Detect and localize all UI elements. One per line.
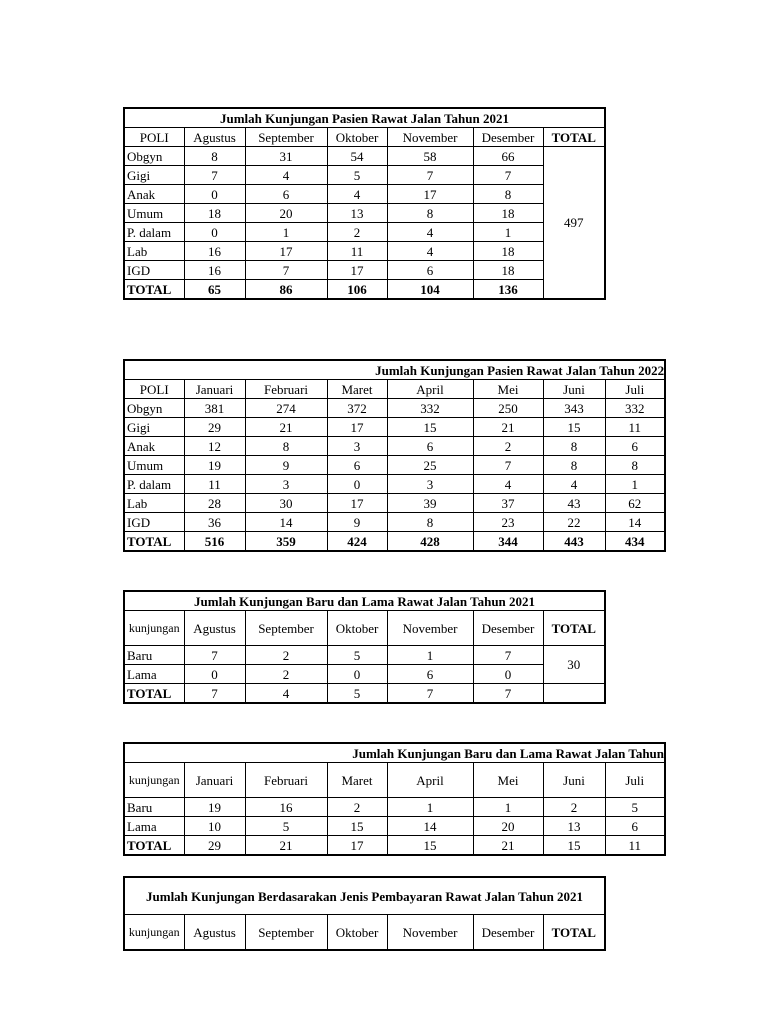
table-cell: 21 bbox=[473, 418, 543, 437]
table-cell: 7 bbox=[245, 261, 327, 280]
table-cell: 7 bbox=[473, 456, 543, 475]
table-cell: 344 bbox=[473, 532, 543, 552]
total-row bbox=[124, 532, 665, 552]
table-cell: 54 bbox=[327, 147, 387, 166]
table-title: Jumlah Kunjungan Pasien Rawat Jalan Tahun 2022 bbox=[124, 360, 665, 380]
table-kunjungan-pasien-2022 bbox=[123, 359, 666, 552]
row-label: Lama bbox=[124, 817, 184, 836]
table-cell: 5 bbox=[605, 798, 665, 817]
table-cell: 4 bbox=[543, 475, 605, 494]
table-cell: 7 bbox=[473, 646, 543, 665]
row-label: IGD bbox=[124, 261, 184, 280]
column-header: November bbox=[387, 128, 473, 147]
table-cell: 0 bbox=[473, 665, 543, 684]
column-header: Oktober bbox=[327, 611, 387, 646]
table-cell: 1 bbox=[605, 475, 665, 494]
column-header: April bbox=[387, 763, 473, 798]
table-cell: 4 bbox=[473, 475, 543, 494]
table-cell: 17 bbox=[327, 836, 387, 856]
table-cell: 21 bbox=[245, 418, 327, 437]
column-header: Mei bbox=[473, 763, 543, 798]
table-cell: 8 bbox=[245, 437, 327, 456]
table-cell: 6 bbox=[387, 437, 473, 456]
column-header: POLI bbox=[124, 380, 184, 399]
table-row bbox=[124, 798, 665, 817]
column-header: November bbox=[387, 611, 473, 646]
table-cell: 14 bbox=[387, 817, 473, 836]
table-cell: 0 bbox=[184, 665, 245, 684]
column-header: Agustus bbox=[184, 128, 245, 147]
table-cell: 7 bbox=[473, 166, 543, 185]
table-cell: 8 bbox=[543, 437, 605, 456]
column-header: Juli bbox=[605, 763, 665, 798]
column-header: POLI bbox=[124, 128, 184, 147]
table-title: Jumlah Kunjungan Berdasarakan Jenis Pembayaran Rawat Jalan Tahun 2021 bbox=[124, 877, 605, 915]
table-cell: 11 bbox=[184, 475, 245, 494]
column-header: Februari bbox=[245, 763, 327, 798]
row-label: IGD bbox=[124, 513, 184, 532]
table-cell: 332 bbox=[605, 399, 665, 418]
table-row bbox=[124, 817, 665, 836]
table-cell: 19 bbox=[184, 798, 245, 817]
column-header: Juni bbox=[543, 380, 605, 399]
table-cell bbox=[543, 684, 605, 704]
row-label: Lama bbox=[124, 665, 184, 684]
column-header: TOTAL bbox=[543, 915, 605, 951]
table-cell: 7 bbox=[184, 684, 245, 704]
table-cell: 20 bbox=[245, 204, 327, 223]
row-label: Anak bbox=[124, 437, 184, 456]
column-header: TOTAL bbox=[543, 611, 605, 646]
table-cell: 17 bbox=[245, 242, 327, 261]
table-row bbox=[124, 475, 665, 494]
table-cell: 5 bbox=[327, 684, 387, 704]
row-label: Umum bbox=[124, 204, 184, 223]
table-cell: 250 bbox=[473, 399, 543, 418]
row-label: TOTAL bbox=[124, 280, 184, 300]
table-cell: 13 bbox=[543, 817, 605, 836]
column-header: Oktober bbox=[327, 128, 387, 147]
table-cell: 28 bbox=[184, 494, 245, 513]
column-header: Desember bbox=[473, 915, 543, 951]
table-cell: 29 bbox=[184, 836, 245, 856]
table-row bbox=[124, 437, 665, 456]
table-cell: 0 bbox=[184, 185, 245, 204]
table-cell: 14 bbox=[245, 513, 327, 532]
table-cell: 7 bbox=[387, 684, 473, 704]
table-cell: 20 bbox=[473, 817, 543, 836]
table-cell: 3 bbox=[327, 437, 387, 456]
table-cell: 106 bbox=[327, 280, 387, 300]
row-label: P. dalam bbox=[124, 475, 184, 494]
table-kunjungan-baru-lama-2021 bbox=[123, 590, 606, 704]
column-header: TOTAL bbox=[543, 128, 605, 147]
table-row bbox=[124, 513, 665, 532]
table-cell: 7 bbox=[473, 684, 543, 704]
column-header: Oktober bbox=[327, 915, 387, 951]
table-cell: 4 bbox=[387, 242, 473, 261]
table-cell: 3 bbox=[245, 475, 327, 494]
table-cell: 8 bbox=[184, 147, 245, 166]
table-cell: 65 bbox=[184, 280, 245, 300]
table-cell: 3 bbox=[387, 475, 473, 494]
table-cell: 0 bbox=[327, 475, 387, 494]
table-cell: 8 bbox=[473, 185, 543, 204]
table-cell: 428 bbox=[387, 532, 473, 552]
table-cell: 274 bbox=[245, 399, 327, 418]
table-cell: 18 bbox=[184, 204, 245, 223]
column-header: Agustus bbox=[184, 611, 245, 646]
table-row bbox=[124, 261, 605, 280]
table-kunjungan-jenis-pembayaran-2021 bbox=[123, 876, 606, 951]
table-cell: 86 bbox=[245, 280, 327, 300]
table-cell: 2 bbox=[543, 798, 605, 817]
table-row bbox=[124, 399, 665, 418]
table-cell: 36 bbox=[184, 513, 245, 532]
table-cell: 4 bbox=[387, 223, 473, 242]
table-cell: 31 bbox=[245, 147, 327, 166]
table-cell: 17 bbox=[327, 494, 387, 513]
table-cell: 9 bbox=[327, 513, 387, 532]
table-cell: 17 bbox=[327, 418, 387, 437]
total-row bbox=[124, 280, 605, 300]
table-cell: 4 bbox=[327, 185, 387, 204]
column-header: Januari bbox=[184, 763, 245, 798]
table-cell: 2 bbox=[327, 223, 387, 242]
table-cell: 2 bbox=[245, 646, 327, 665]
table-cell: 5 bbox=[327, 646, 387, 665]
column-header: kunjungan bbox=[124, 915, 184, 951]
table-cell: 18 bbox=[473, 242, 543, 261]
table-cell: 11 bbox=[605, 418, 665, 437]
column-header: November bbox=[387, 915, 473, 951]
table-row bbox=[124, 185, 605, 204]
column-header: kunjungan bbox=[124, 611, 184, 646]
row-label: Baru bbox=[124, 798, 184, 817]
table-cell: 17 bbox=[387, 185, 473, 204]
row-label: Obgyn bbox=[124, 399, 184, 418]
table-cell: 18 bbox=[473, 261, 543, 280]
table-cell: 58 bbox=[387, 147, 473, 166]
table-cell: 16 bbox=[184, 242, 245, 261]
row-label: Baru bbox=[124, 646, 184, 665]
row-label: Lab bbox=[124, 242, 184, 261]
table-cell: 22 bbox=[543, 513, 605, 532]
table-cell: 4 bbox=[245, 684, 327, 704]
total-row bbox=[124, 836, 665, 856]
column-header: Maret bbox=[327, 380, 387, 399]
table-cell: 343 bbox=[543, 399, 605, 418]
column-header: September bbox=[245, 128, 327, 147]
table-cell: 6 bbox=[605, 437, 665, 456]
table-cell: 25 bbox=[387, 456, 473, 475]
table-cell: 17 bbox=[327, 261, 387, 280]
table-cell: 2 bbox=[473, 437, 543, 456]
table-cell: 0 bbox=[327, 665, 387, 684]
table-cell: 5 bbox=[245, 817, 327, 836]
table-cell: 11 bbox=[327, 242, 387, 261]
table-cell: 16 bbox=[245, 798, 327, 817]
table-cell: 8 bbox=[543, 456, 605, 475]
table-cell: 15 bbox=[543, 418, 605, 437]
table-cell: 7 bbox=[184, 166, 245, 185]
table-row bbox=[124, 456, 665, 475]
table-cell: 14 bbox=[605, 513, 665, 532]
table-cell: 30 bbox=[245, 494, 327, 513]
column-header: April bbox=[387, 380, 473, 399]
row-label: Lab bbox=[124, 494, 184, 513]
table-cell: 21 bbox=[245, 836, 327, 856]
column-header: Maret bbox=[327, 763, 387, 798]
table-cell: 1 bbox=[387, 798, 473, 817]
table-cell: 6 bbox=[327, 456, 387, 475]
table-cell: 1 bbox=[473, 798, 543, 817]
column-header: September bbox=[245, 915, 327, 951]
row-label: TOTAL bbox=[124, 684, 184, 704]
table-row bbox=[124, 223, 605, 242]
table-cell: 443 bbox=[543, 532, 605, 552]
table-row bbox=[124, 494, 665, 513]
table-cell: 10 bbox=[184, 817, 245, 836]
table-cell: 15 bbox=[387, 836, 473, 856]
table-row bbox=[124, 418, 665, 437]
table-kunjungan-baru-lama-2022 bbox=[123, 742, 666, 856]
table-cell: 15 bbox=[387, 418, 473, 437]
row-label: Obgyn bbox=[124, 147, 184, 166]
grand-total-cell: 497 bbox=[543, 147, 605, 300]
table-cell: 13 bbox=[327, 204, 387, 223]
table-row bbox=[124, 147, 605, 166]
row-label: Anak bbox=[124, 185, 184, 204]
table-cell: 12 bbox=[184, 437, 245, 456]
table-cell: 8 bbox=[387, 204, 473, 223]
column-header: Februari bbox=[245, 380, 327, 399]
table-cell: 381 bbox=[184, 399, 245, 418]
column-header: Desember bbox=[473, 128, 543, 147]
table-cell: 16 bbox=[184, 261, 245, 280]
table-cell: 6 bbox=[605, 817, 665, 836]
table-cell: 19 bbox=[184, 456, 245, 475]
table-cell: 6 bbox=[387, 665, 473, 684]
table-cell: 43 bbox=[543, 494, 605, 513]
column-header: September bbox=[245, 611, 327, 646]
table-title: Jumlah Kunjungan Baru dan Lama Rawat Jalan Tahun bbox=[124, 743, 665, 763]
row-label: TOTAL bbox=[124, 532, 184, 552]
table-cell: 23 bbox=[473, 513, 543, 532]
table-row bbox=[124, 242, 605, 261]
table-cell: 136 bbox=[473, 280, 543, 300]
table-cell: 39 bbox=[387, 494, 473, 513]
table-cell: 1 bbox=[245, 223, 327, 242]
row-label: P. dalam bbox=[124, 223, 184, 242]
table-row bbox=[124, 665, 605, 684]
table-cell: 62 bbox=[605, 494, 665, 513]
grand-total-cell: 30 bbox=[543, 646, 605, 684]
table-cell: 4 bbox=[245, 166, 327, 185]
table-cell: 8 bbox=[387, 513, 473, 532]
table-cell: 6 bbox=[387, 261, 473, 280]
table-cell: 37 bbox=[473, 494, 543, 513]
table-cell: 332 bbox=[387, 399, 473, 418]
table-cell: 7 bbox=[387, 166, 473, 185]
table-cell: 424 bbox=[327, 532, 387, 552]
table-cell: 1 bbox=[473, 223, 543, 242]
table-cell: 29 bbox=[184, 418, 245, 437]
row-label: Gigi bbox=[124, 418, 184, 437]
row-label: Gigi bbox=[124, 166, 184, 185]
table-cell: 6 bbox=[245, 185, 327, 204]
table-row bbox=[124, 204, 605, 223]
table-cell: 5 bbox=[327, 166, 387, 185]
table-cell: 8 bbox=[605, 456, 665, 475]
table-cell: 1 bbox=[387, 646, 473, 665]
column-header: kunjungan bbox=[124, 763, 184, 798]
table-cell: 2 bbox=[245, 665, 327, 684]
total-row bbox=[124, 684, 605, 704]
table-cell: 11 bbox=[605, 836, 665, 856]
table-cell: 9 bbox=[245, 456, 327, 475]
table-cell: 18 bbox=[473, 204, 543, 223]
table-cell: 372 bbox=[327, 399, 387, 418]
table-cell: 0 bbox=[184, 223, 245, 242]
table-cell: 7 bbox=[184, 646, 245, 665]
column-header: Agustus bbox=[184, 915, 245, 951]
table-cell: 66 bbox=[473, 147, 543, 166]
table-row bbox=[124, 166, 605, 185]
table-cell: 15 bbox=[543, 836, 605, 856]
table-row bbox=[124, 646, 605, 665]
table-cell: 516 bbox=[184, 532, 245, 552]
row-label: TOTAL bbox=[124, 836, 184, 856]
table-cell: 15 bbox=[327, 817, 387, 836]
table-cell: 2 bbox=[327, 798, 387, 817]
table-cell: 104 bbox=[387, 280, 473, 300]
table-cell: 359 bbox=[245, 532, 327, 552]
column-header: Desember bbox=[473, 611, 543, 646]
column-header: Mei bbox=[473, 380, 543, 399]
table-title: Jumlah Kunjungan Pasien Rawat Jalan Tahun 2021 bbox=[124, 108, 605, 128]
table-title: Jumlah Kunjungan Baru dan Lama Rawat Jalan Tahun 2021 bbox=[124, 591, 605, 611]
column-header: Januari bbox=[184, 380, 245, 399]
column-header: Juni bbox=[543, 763, 605, 798]
table-cell: 21 bbox=[473, 836, 543, 856]
column-header: Juli bbox=[605, 380, 665, 399]
table-kunjungan-pasien-2021 bbox=[123, 107, 606, 300]
table-cell: 434 bbox=[605, 532, 665, 552]
row-label: Umum bbox=[124, 456, 184, 475]
